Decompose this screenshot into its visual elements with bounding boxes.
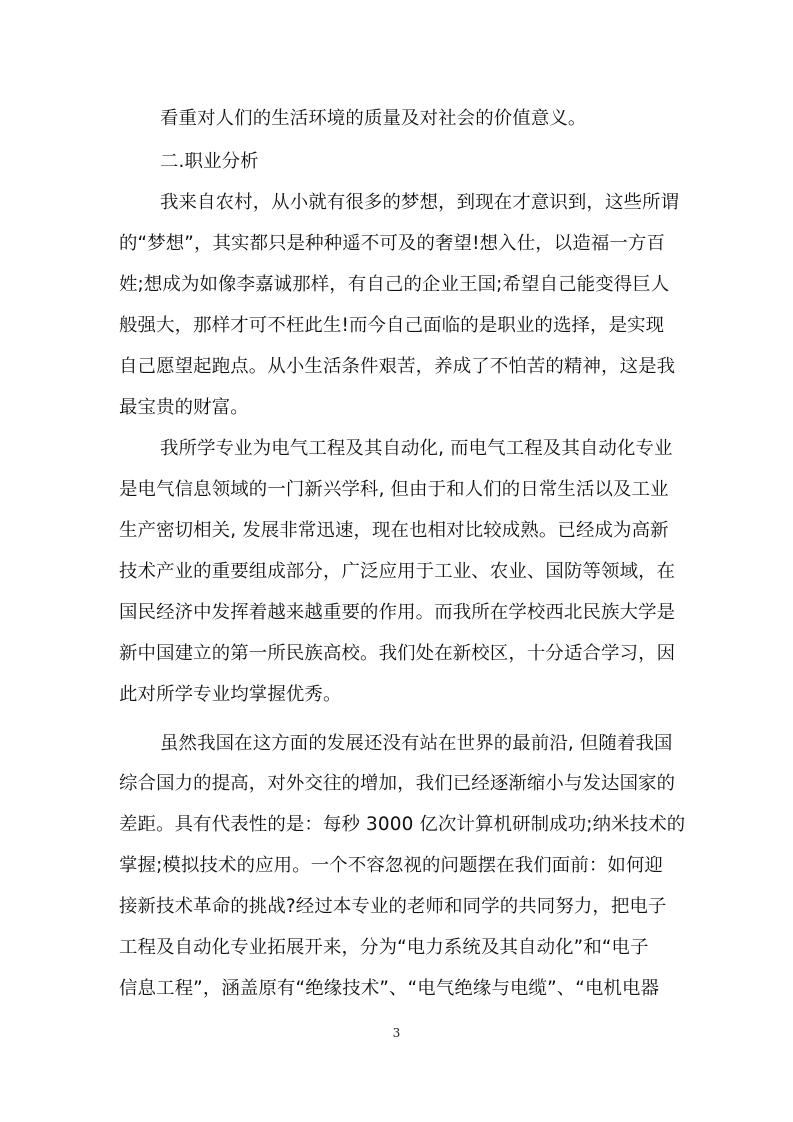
paragraph-line: 的“梦想”，其实都只是种种遥不可及的奢望!想入仕，以造福一方百 xyxy=(119,233,666,254)
paragraph-line: 技术产业的重要组成部分，广泛应用于工业、农业、国防等领域，在 xyxy=(119,561,676,582)
paragraph-line: 接新技术革命的挑战?经过本专业的老师和同学的共同努力，把电子 xyxy=(119,896,667,917)
paragraph-line: 般强大，那样才可不枉此生!而今自己面临的是职业的选择，是实现 xyxy=(119,315,665,336)
page-number: 3 xyxy=(392,1026,401,1040)
paragraph-line: 姓;想成为如像李嘉诚那样，有自己的企业王国;希望自己能变得巨人 xyxy=(119,274,670,295)
paragraph-line: 虽然我国在这方面的发展还没有站在世界的最前沿, 但随着我国 xyxy=(160,733,673,754)
paragraph-line: 自己愿望起跑点。从小生活条件艰苦，养成了不怕苦的精神，这是我 xyxy=(119,356,676,377)
paragraph-line: 差距。具有代表性的是：每秒 3000 亿次计算机研制成功;纳米技术的 xyxy=(119,814,686,835)
paragraph-line: 工程及自动化专业拓展开来，分为“电力系统及其自动化”和“电子 xyxy=(119,937,649,958)
paragraph-line: 掌握;模拟技术的应用。一个不容忽视的问题摆在我们面前：如何迎 xyxy=(119,855,664,876)
paragraph-line: 此对所学专业均掌握优秀。 xyxy=(119,684,342,705)
section-heading: 二.职业分析 xyxy=(160,151,259,172)
paragraph-line: 最宝贵的财富。 xyxy=(119,397,249,418)
paragraph-line: 生产密切相关, 发展非常迅速，现在也相对比较成熟。已经成为高新 xyxy=(119,520,669,541)
paragraph-line: 国民经济中发挥着越来越重要的作用。而我所在学校西北民族大学是 xyxy=(119,602,676,623)
paragraph-line: 信息工程”，涵盖原有“绝缘技术”、“电气绝缘与电缆”、“电机电器 xyxy=(119,978,660,999)
paragraph-line: 我所学专业为电气工程及其自动化, 而电气工程及其自动化专业 xyxy=(160,438,673,459)
paragraph-line: 综合国力的提高，对外交往的增加，我们已经逐渐缩小与发达国家的 xyxy=(119,773,676,794)
paragraph-line: 我来自农村，从小就有很多的梦想，到现在才意识到，这些所谓 xyxy=(160,192,680,213)
paragraph-line: 看重对人们的生活环境的质量及对社会的价值意义。 xyxy=(160,108,587,129)
paragraph-line: 新中国建立的第一所民族高校。我们处在新校区，十分适合学习，因 xyxy=(119,643,676,664)
paragraph-line: 是电气信息领域的一门新兴学科, 但由于和人们的日常生活以及工业 xyxy=(119,479,669,500)
